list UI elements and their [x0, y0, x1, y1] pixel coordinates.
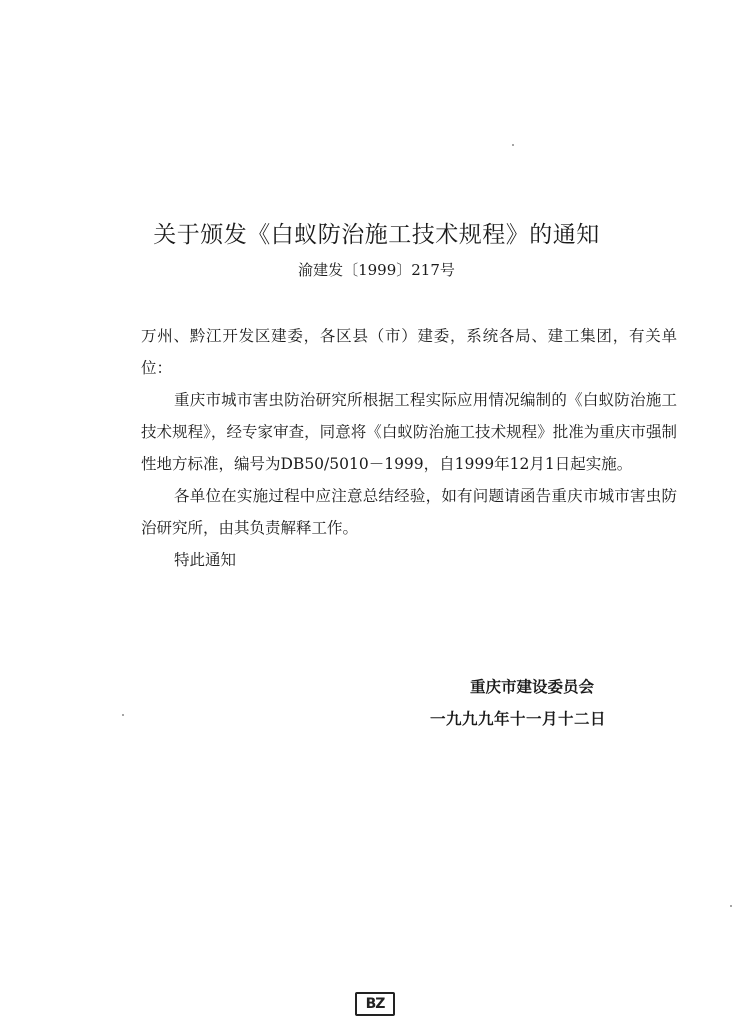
- document-number: 渝建发〔1999〕217号: [298, 261, 455, 279]
- scan-speck: [512, 144, 514, 146]
- page-mark-logo: BZ: [355, 992, 395, 1016]
- issuer-signature: 重庆市建设委员会: [470, 677, 595, 696]
- closing-line: 特此通知: [174, 551, 237, 569]
- document-title: 关于颁发《白蚁防治施工技术规程》的通知: [153, 222, 600, 248]
- document-body: [141, 320, 677, 576]
- scan-speck: [122, 714, 124, 716]
- paragraph-approval: 重庆市城市害虫防治研究所根据工程实际应用情况编制的《白蚁防治施工技术规程》，经专家审查，同意将《白蚁防治施工技术规程》批准为重庆市强制性地方标准，编号为DB50/5010－1999，自1999年12月1日起实施。: [141, 391, 677, 473]
- addressee: 万州、黔江开发区建委，各区县（市）建委，系统各局、建工集团，有关单位：: [141, 327, 677, 377]
- paragraph-instructions: 各单位在实施过程中应注意总结经验，如有问题请函告重庆市城市害虫防治研究所，由其负责解释工作。: [141, 487, 677, 537]
- issue-date: 一九九九年十一月十二日: [430, 709, 607, 728]
- scan-speck: [730, 905, 732, 907]
